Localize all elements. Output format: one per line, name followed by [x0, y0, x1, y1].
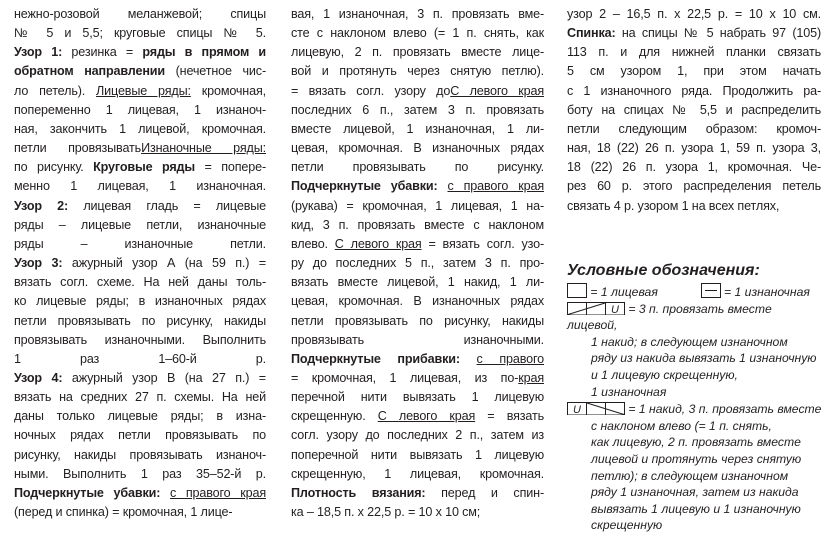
text-run: ло петель).	[14, 83, 97, 98]
text-run	[160, 486, 170, 500]
text-run	[460, 352, 477, 366]
text-line	[14, 158, 266, 177]
text-line: вая, 1 изнаночная, 3 п. провязать вме-	[291, 7, 544, 21]
text-line: петли провязывать по рисунку, накиды	[291, 313, 544, 328]
k3tog-line-1: = 3 п. провязать вместе лицевой,	[567, 301, 772, 333]
bold-run: Спинка:	[567, 26, 616, 41]
text-line: вязать согл. схеме. На ней даны толь-	[14, 275, 266, 290]
text-line	[291, 82, 544, 101]
text-line: сте с наклоном влево (= 1 п. снять, как	[291, 26, 544, 41]
bold-run: обратном направлении	[14, 64, 165, 79]
text-run: = попере-	[194, 160, 267, 175]
text-line: ряды – изнаночные петли.	[14, 236, 266, 251]
text-run: перед и спин-	[425, 485, 544, 500]
text-line: цевая, кромочная. В изнаночных рядах	[291, 294, 544, 309]
bold-run: Подчеркнутые убавки:	[291, 179, 438, 194]
text-line: вязать на средних 27 п. схемы. На ней	[14, 390, 266, 405]
text-line	[291, 177, 544, 196]
text-line	[14, 82, 266, 101]
text-run: = вязать согл. узору до	[291, 83, 451, 98]
yo-line-1: = 1 накид, 3 п. провязать вместе	[628, 402, 822, 417]
underlined-run: С левого края	[377, 409, 476, 424]
text-line: цевая, кромочная. В изнаночных рядах	[291, 141, 544, 156]
text-line: вместе лицевой, 1 изнаночная, 1 ли-	[291, 121, 544, 136]
text-column-1	[14, 5, 266, 522]
text-run: ажурный узор В (на 27 п.) =	[62, 370, 266, 385]
k3tog-symbol-mark: U	[611, 303, 619, 315]
yo-line-7: вывязать 1 лицевую и 1 изнаночную	[591, 501, 801, 516]
text-run: (нечетное чис-	[164, 64, 266, 79]
text-run: = вязать	[475, 409, 545, 424]
text-run: петли провязывать	[14, 141, 142, 156]
text-line: петли провязывать по рисунку.	[291, 160, 544, 175]
legend-row-k3tog	[567, 301, 825, 334]
bold-run: Подчеркнутые прибавки:	[291, 351, 460, 366]
text-line: № 5 и 5,5; круговые спицы № 5.	[14, 26, 266, 41]
bold-run: Узор 3:	[14, 256, 63, 271]
k3tog-yo-symbol-icon	[567, 302, 625, 315]
text-line: ко лицевые ряды; в изнаночных рядах	[14, 294, 266, 309]
legend-row-basic	[567, 283, 825, 301]
text-line	[14, 62, 266, 81]
yo-line-6: ряду 1 изнаночная, затем из накида	[591, 485, 799, 500]
k3tog-line-3: ряду из накида вывязать 1 изнаночную	[591, 351, 817, 366]
text-line	[291, 484, 544, 503]
yo-line-2: с наклоном влево (= 1 п. снять,	[591, 418, 772, 433]
text-run: = кромочная, 1 лицевая, из по-	[291, 370, 519, 385]
text-line	[14, 197, 266, 216]
underlined-run: С левого края	[450, 83, 544, 98]
text-line: провязывать изнаночными. Выполнить	[14, 332, 266, 347]
text-line: вой и протянуть через снятую петлю).	[291, 64, 544, 79]
yo-line-3: как лицевую, 2 п. провязать вместе	[591, 435, 801, 450]
yo-symbol-mark: U	[573, 404, 581, 416]
text-line: даны только лицевые ряды; в изна-	[14, 409, 266, 424]
text-line	[14, 254, 266, 273]
legend	[567, 262, 825, 534]
text-line	[14, 43, 266, 62]
text-line: 5 см узором 1, при этом начать	[567, 64, 821, 79]
text-line: рисунку, накиды провязывать изнаноч-	[14, 447, 266, 462]
text-line: 113 п. и для нижней планки связать	[567, 45, 821, 60]
underlined-run: с правого края	[447, 179, 544, 194]
text-run: на спицы № 5 набрать 97 (105)	[615, 26, 821, 41]
underlined-run: с правого	[476, 351, 544, 366]
k3tog-line-2: 1 накид; в следующем изнаночном	[591, 334, 788, 349]
bold-run: Узор 1:	[14, 45, 63, 60]
text-line: поперечной нити вывязать 1 лицевую	[291, 447, 544, 462]
text-run: кромочная,	[190, 83, 266, 98]
text-line: кид, 3 п. провязать вместе с наклоном	[291, 217, 544, 232]
text-run	[437, 179, 447, 193]
text-line: ночных рядах петли провязывать по	[14, 428, 266, 443]
text-line	[291, 369, 544, 388]
text-run: по рисунку.	[14, 160, 94, 175]
legend-row-yo	[567, 401, 825, 418]
text-run: лицевая гладь = лицевые	[68, 198, 266, 213]
text-column-3	[567, 5, 821, 216]
bold-run: ряды в прямом и	[142, 45, 266, 60]
yo-line-8: скрещенную	[591, 518, 663, 533]
text-line: скрещенную, 1 лицевая, кромочная.	[291, 466, 544, 481]
underlined-run: С левого края	[334, 236, 422, 251]
empty-cell-icon	[567, 283, 587, 298]
text-line: узор 2 – 16,5 п. х 22,5 р. = 10 х 10 см.	[567, 7, 821, 21]
dash-cell-icon	[701, 283, 721, 298]
bold-run: Подчеркнутые убавки:	[14, 485, 161, 500]
yo-line-4: лицевой и протянуть через снятую	[591, 451, 802, 466]
text-line: нежно-розовой меланжевой; спицы	[14, 7, 266, 21]
text-line: последних 6 п., затем 3 п. провязать	[291, 102, 544, 117]
text-line: ная, 18 (22) 26 п. узора 1, 59 п. узора 3,	[567, 141, 821, 156]
text-line: согл. узору до последних 2 п., затем из	[291, 428, 544, 443]
k3tog-line-5: 1 изнаночная	[591, 384, 667, 399]
text-column-2	[291, 5, 544, 522]
text-line: связать 4 р. узором 1 на всех петлях,	[567, 198, 780, 213]
text-line	[291, 350, 544, 369]
text-line: рез 60 р. этого распределения петель	[567, 179, 821, 194]
text-run: скрещенную.	[291, 409, 378, 424]
text-line	[291, 407, 544, 426]
bold-run: Круговые ряды	[93, 160, 195, 175]
knit-label: = 1 изнаночная	[724, 285, 810, 299]
underlined-run: Лицевые ряды:	[96, 83, 191, 98]
bold-run: Узор 2:	[14, 198, 69, 213]
legend-title: Условные обозначения:	[567, 262, 760, 279]
text-line: ными. Выполнить 1 раз 35–52-й р.	[14, 466, 266, 481]
underlined-run: края	[518, 370, 544, 385]
text-line	[14, 484, 266, 503]
text-line: провязывать изнаночными.	[291, 332, 544, 347]
text-line	[14, 139, 266, 158]
text-line	[291, 235, 544, 254]
yo-line-5: петлю); в следующем изнаночном	[591, 468, 789, 483]
text-run: влево.	[291, 236, 335, 251]
text-line: 1 раз 1–60-й р.	[14, 351, 266, 366]
text-run: резинка =	[62, 45, 143, 60]
text-line: боту на спицах № 5,5 и распределить	[567, 102, 821, 117]
text-line: лицевую, 2 п. провязать вместе лице-	[291, 45, 544, 60]
yo-sk2p-symbol-icon	[567, 402, 625, 415]
k3tog-line-4: и 1 лицевую скрещенную,	[591, 367, 738, 382]
text-line: с 1 изнаночного ряда. Продолжить ра-	[567, 83, 821, 98]
text-line: ряды – лицевые петли, изнаночные	[14, 217, 266, 232]
text-line: ная, закончить 1 лицевой, кромочная.	[14, 121, 266, 136]
text-line	[567, 24, 821, 43]
purl-label: = 1 лицевая	[590, 285, 658, 299]
underlined-run: Изнаночные ряды:	[141, 141, 266, 156]
text-line: менно 1 лицевая, 1 изнаночная.	[14, 179, 266, 194]
text-line: (рукава) = кромочная, 1 лицевая, 1 на-	[291, 198, 544, 213]
text-line: петли провязывать по рисунку, накиды	[14, 313, 266, 328]
text-line: (перед и спинка) = кромочная, 1 лице-	[14, 505, 233, 520]
text-line: перечной нити вывязать 1 лицевую	[291, 390, 544, 405]
bold-run: Плотность вязания:	[291, 485, 426, 500]
bold-run: Узор 4:	[14, 370, 63, 385]
text-line: вязать вместе лицевой, 1 накид, 1 ли-	[291, 275, 544, 290]
text-run: ажурный узор А (на 59 п.) =	[62, 256, 266, 271]
text-run: = вязать согл. узо-	[421, 236, 544, 251]
text-line	[14, 369, 266, 388]
underlined-run: с правого края	[169, 485, 266, 500]
text-line: ру до последних 5 п., затем 3 п. про-	[291, 256, 544, 271]
text-line: петли следующим образом: кромоч-	[567, 121, 821, 136]
text-line: ка – 18,5 п. х 22,5 р. = 10 х 10 см;	[291, 505, 481, 520]
text-line: попеременно 1 лицевая, 1 изнаноч-	[14, 102, 266, 117]
text-line: 18 (22) 26 п. узора 1, кромочная. Че-	[567, 160, 821, 175]
